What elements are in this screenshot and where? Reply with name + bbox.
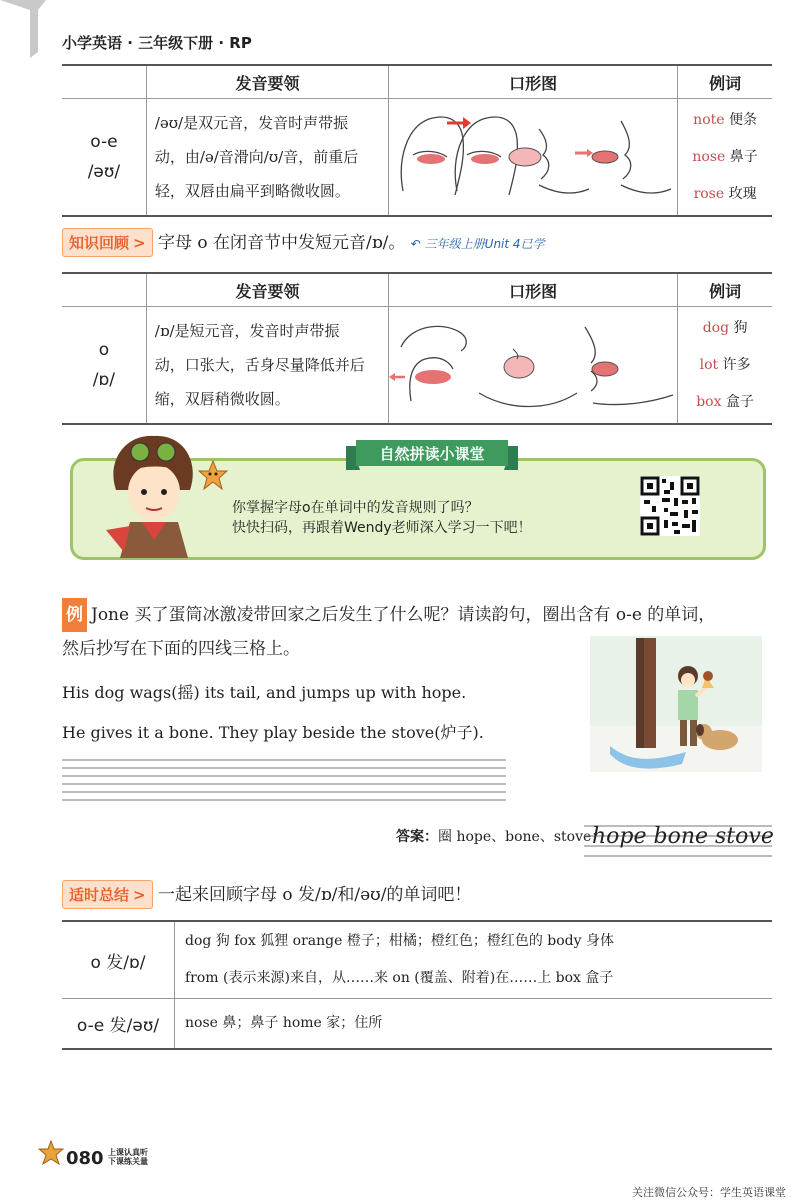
examples-cell <box>678 99 772 217</box>
tip-line: /əʊ/是双元音，发音时声带振 <box>154 114 349 132</box>
corner-decoration <box>0 0 46 58</box>
example-word: note 便条 <box>693 111 757 128</box>
header-example: 例词 <box>678 273 772 307</box>
tip-line: 缩，双唇稍微收圆。 <box>154 390 290 408</box>
mouth-diagram-cell <box>389 307 678 425</box>
header-mouth: 口形图 <box>389 65 678 99</box>
review-text: 字母 o 在闭音节中发短元音/ɒ/。 <box>158 233 406 253</box>
tip-cell <box>146 99 388 217</box>
summary-tag: 适时总结 > <box>62 880 153 909</box>
letter: o-e <box>90 132 118 152</box>
pronunciation-table-o <box>62 272 772 425</box>
answer-label: 答案： <box>396 829 438 845</box>
star-icon <box>38 1140 64 1166</box>
banner-text <box>232 498 532 538</box>
slogan-line: 下课练关量 <box>108 1157 148 1166</box>
tip-line: 动，口张大，舌身尽量降低并后 <box>154 356 365 374</box>
letter-cell <box>62 99 146 217</box>
mouth-diagram-cell <box>389 99 678 217</box>
knowledge-review <box>62 228 545 257</box>
header-example: 例词 <box>678 65 772 99</box>
summary <box>62 880 471 909</box>
banner-line: 快快扫码，再跟着Wendy老师深入学习一下吧！ <box>232 520 532 536</box>
tip-line: /ɒ/是短元音，发音时声带振 <box>154 322 340 340</box>
example-word: lot 许多 <box>699 356 751 373</box>
qr-code[interactable] <box>640 476 700 536</box>
tip-line: 动，由/ə/音滑向/ʊ/音，前重后 <box>154 148 359 166</box>
phonetic: /əʊ/ <box>87 162 121 182</box>
slogan-line: 上课认真听 <box>108 1148 148 1157</box>
footer-slogan <box>108 1148 148 1166</box>
summary-line: dog 狗 fox 狐狸 orange 橙子；柑橘；橙红色；橙红色的 body 身体 <box>185 933 615 949</box>
letter-cell <box>62 307 146 425</box>
example-word: nose 鼻子 <box>692 148 758 165</box>
example-word: dog 狗 <box>702 319 748 336</box>
tip-line: 轻，双唇由扁平到略微收圆。 <box>154 182 350 200</box>
summary-table <box>62 920 772 1050</box>
answer-handwriting: hope bone stove <box>592 824 774 849</box>
banner-line: 你掌握字母o在单词中的发音规则了吗？ <box>232 500 479 516</box>
example-badge: 例 <box>62 598 87 632</box>
wechat-note: 关注微信公众号：学生英语课堂 <box>632 1186 786 1199</box>
page-number: 080 <box>66 1148 104 1169</box>
mouth-shape-diagram <box>389 99 677 211</box>
examples-cell <box>678 307 772 425</box>
example-word: rose 玫瑰 <box>693 185 757 202</box>
summary-line: nose 鼻；鼻子 home 家；住所 <box>185 1014 383 1031</box>
summary-words <box>175 921 773 999</box>
phonetic: /ɒ/ <box>92 370 116 390</box>
header-empty <box>62 65 146 99</box>
summary-words <box>175 999 773 1049</box>
instruction-line: Jone 买了蛋筒冰激凌带回家之后发生了什么呢？请读韵句，圈出含有 o-e 的单词， <box>91 605 716 625</box>
mouth-shape-diagram <box>389 307 677 419</box>
answer-text: 圈 hope、bone、stove； <box>438 829 606 845</box>
review-note: ↶ 三年级上册Unit 4已学 <box>410 237 545 251</box>
review-tag: 知识回顾 > <box>62 228 153 257</box>
summary-text: 一起来回顾字母 o 发/ɒ/和/əʊ/的单词吧！ <box>158 885 472 905</box>
header-mouth: 口形图 <box>389 273 678 307</box>
example-word: box 盒子 <box>696 393 754 410</box>
banner-title: 自然拼读小课堂 <box>379 445 485 463</box>
star-mascot-icon <box>198 460 228 490</box>
header-tip: 发音要领 <box>146 273 388 307</box>
summary-line: from (表示来源)来自，从……来 on (覆盖、附着)在……上 box 盒子 <box>185 970 614 986</box>
summary-key: o 发/ɒ/ <box>62 921 175 999</box>
header-empty <box>62 273 146 307</box>
header-tip: 发音要领 <box>146 65 388 99</box>
rhyme-line-2: He gives it a bone. They play beside the stove(炉子). <box>62 723 484 742</box>
boy-and-dog-illustration <box>590 636 762 772</box>
pronunciation-table-oe <box>62 64 772 217</box>
boy-character-illustration <box>96 430 216 560</box>
banner-title-ribbon <box>346 438 518 472</box>
writing-lines[interactable] <box>62 754 506 804</box>
page-header: 小学英语 · 三年级下册 · RP <box>62 34 252 52</box>
letter: o <box>98 340 110 360</box>
answer <box>396 826 605 846</box>
instruction-line: 然后抄写在下面的四线三格上。 <box>62 639 300 659</box>
tip-cell <box>146 307 388 425</box>
rhyme-line-1: His dog wags(摇) its tail, and jumps up with hope. <box>62 683 467 702</box>
summary-key: o-e 发/əʊ/ <box>62 999 175 1049</box>
